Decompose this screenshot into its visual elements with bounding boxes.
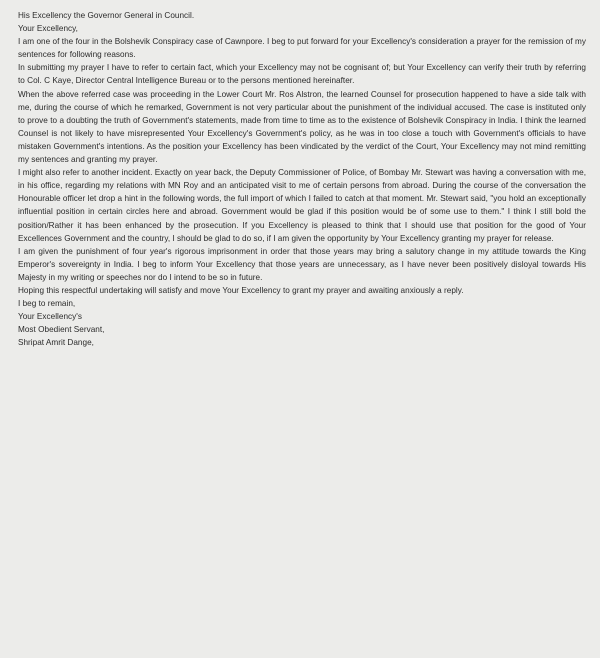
letter-paragraph-5: I am given the punishment of four year's rigorous imprisonment in order that those years may bring a salutory change in my attitude towards the King Emperor's sovereignty in India. I beg to inform Your Excellency that those years are unnecessary, as I have never been positively disloyal towards His Majesty in my writing or speeches nor do I intend to be so in future.	[18, 246, 586, 282]
letter-closing-servant: Most Obedient Servant,	[18, 325, 105, 335]
letter-paragraph-4: I might also refer to another incident. Exactly on year back, the Deputy Commissioner of Police, of Bombay Mr. Stewart was having a conversation with me, in his office, regarding my relations with MN Roy and an anticipated visit to me of certain persons from abroad. During the course of the conversation the Honourable officer let drop a hint in the following words, the full import of which I failed to catch at that moment. Mr. Stewart said, "you hold an exceptionally influential position in certain circles here and abroad. Government would be glad if this position would be of some use to them." I think I still bold the position/Rather it has been enhanced by the prosecution. If you Excellency is pleased to think that I should use that position for the good of Your Excellences Government and the country, I should be glad to do so, if I am given the opportunity by Your Excellency granting my prayer for release.	[18, 168, 586, 243]
letter-salutation: Your Excellency,	[18, 24, 78, 34]
letter-paragraph-6: Hoping this respectful undertaking will satisfy and move Your Excellency to grant my prayer and awaiting anxiously a reply.	[18, 285, 464, 295]
letter-paragraph-1: I am one of the four in the Bolshevik Conspiracy case of Cawnpore. I beg to put forward for your Excellency's consideration a prayer for the remission of my sentences for following reasons.	[18, 37, 586, 60]
letter-paragraph-2: In submitting my prayer I have to refer to certain fact, which your Excellency may not be cognisant of; but Your Excellency can verify their truth by referring to Col. C Kaye, Director Central Intelligence Bureau or to the persons mentioned hereinafter.	[18, 63, 586, 86]
letter-addressee: His Excellency the Governor General in Council.	[18, 11, 195, 20]
letter-paragraph-3: When the above referred case was proceeding in the Lower Court Mr. Ros Alstron, the learned Counsel for prosecution happened to have a side talk with me, during the course of which he remarked, Government is not very particular about the punishment of the individual accused. The case is instituted only to prove to a doubting the truth of Government's statements, made from time to time as to the existence of Bolshevik Conspiracy in India. I think the learned Counsel is not likely to have misrepresented Your Excellency's Government's policy, as he was in too close a touch with Government's officials to have mistaken Government's intentions. As the position your Excellency has been vindicated by the verdict of the Court, Your Excellency may not mind remitting my sentences and granting my prayer.	[18, 89, 586, 165]
letter-closing-excellency: Your Excellency's	[18, 312, 82, 322]
letter-closing-remain: I beg to remain,	[18, 299, 76, 309]
letter-signature: Shripat Amrit Dange,	[18, 338, 94, 348]
